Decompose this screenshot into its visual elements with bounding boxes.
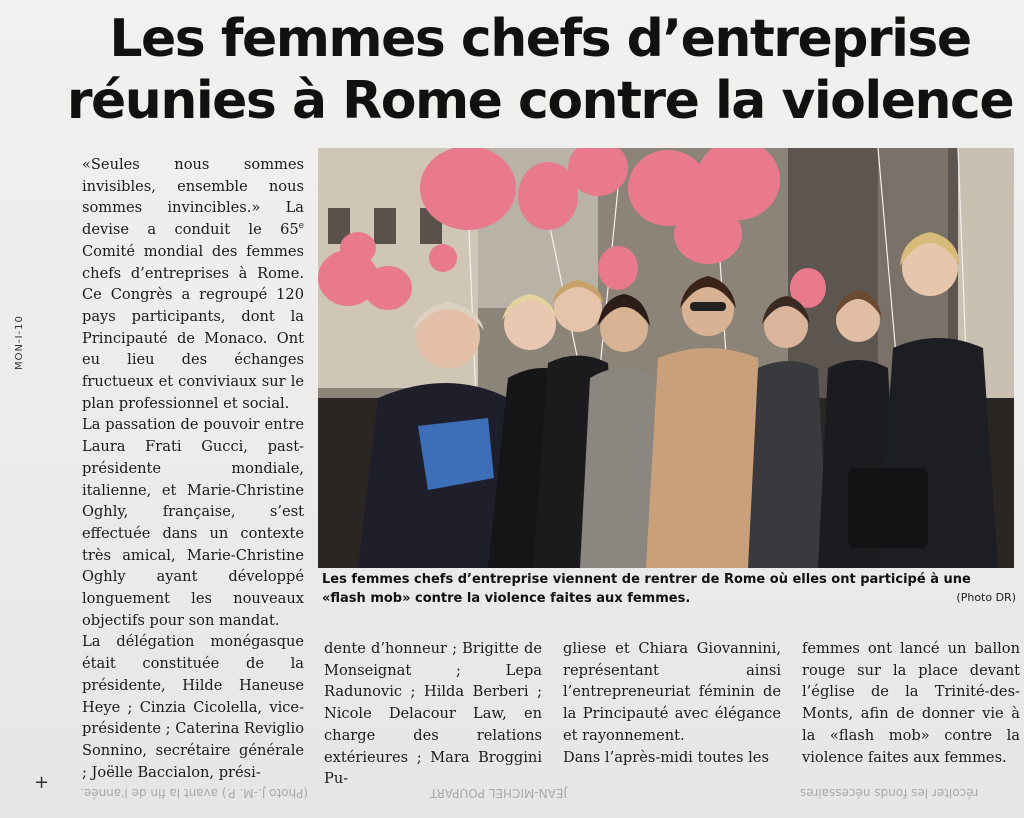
headline-line-2: réunies à Rome contre la violence [66,71,1014,131]
article-column-4 [802,638,1020,768]
column-4-text: femmes ont lancé un ballon rouge sur la place devant l’église de la Trinité-des-Monts, afin de donner vie à la «flash mob» contre la violence faites aux femmes. [802,640,1020,766]
photo-illustration [318,148,1014,568]
group-photo [318,148,1014,568]
headline [60,8,1020,132]
intro-text-a: «Seules nous sommes invisibles, ensemble nous sommes invincibles.» La devise a conduit le 65 [82,156,304,239]
intro-text-b: Comité mondial des femmes chefs d’entreprises à Rome. Ce Congrès a regroupé 120 pays participants, dont la Principauté de Monaco. Ont eu lieu des échanges fructueux et conviviaux sur le plan professionnel et social. [82,242,304,412]
paragraph-delegation: La délégation monégasque était constituée de la présidente, Hilde Haneuse Heye ; Cinzia Cicolella, vice-présidente ; Caterina Reviglio Sonnino, secrétaire générale ; Joëlle Baccialon, prési- [82,633,304,781]
article-column-1 [82,154,304,783]
headline-line-1: Les femmes chefs d’entreprise [109,9,971,69]
bleed-through-mid: JEAN-MICHEL POUPART [430,786,567,800]
photo-caption: Les femmes chefs d’entreprise viennent de rentrer de Rome où elles ont participé à une «flash mob» contre la violence faites aux femmes. [322,572,971,606]
paragraph-intro [82,154,304,414]
bleed-through-left: (Photo J.-M. P.) avant la fin de l'année. [80,786,309,800]
photo-credit: (Photo DR) [956,591,1016,604]
page-code: MON-I-10 [14,315,25,370]
column-3-text: gliese et Chiara Giovannini, représentant ainsi l’entrepreneuriat féminin de la Principauté avec élégance et rayonnement. [563,640,781,744]
ordinal-sup: e [298,221,304,232]
article-column-3 [563,638,781,768]
article-column-2 [324,638,542,790]
column-2-text: dente d’honneur ; Brigitte de Monseignat ; Lepa Radunovic ; Hilda Berberi ; Nicole Delacour Law, en charge des relations extérieures ; Mara Broggini Pu- [324,640,542,788]
registration-mark: + [34,772,50,793]
bleed-through-right: récolter les fonds nécessaires [800,786,979,800]
column-3-text-2: Dans l’après-midi toutes les [563,748,769,766]
paragraph-passation: La passation de pouvoir entre Laura Frati Gucci, past-présidente mondiale, italienne, et Marie-Christine Oghly, française, s’est effectuée dans un contexte très amical, Marie-Christine Oghly ayant développé longuement les nouveaux objectifs pour son mandat. [82,416,304,629]
